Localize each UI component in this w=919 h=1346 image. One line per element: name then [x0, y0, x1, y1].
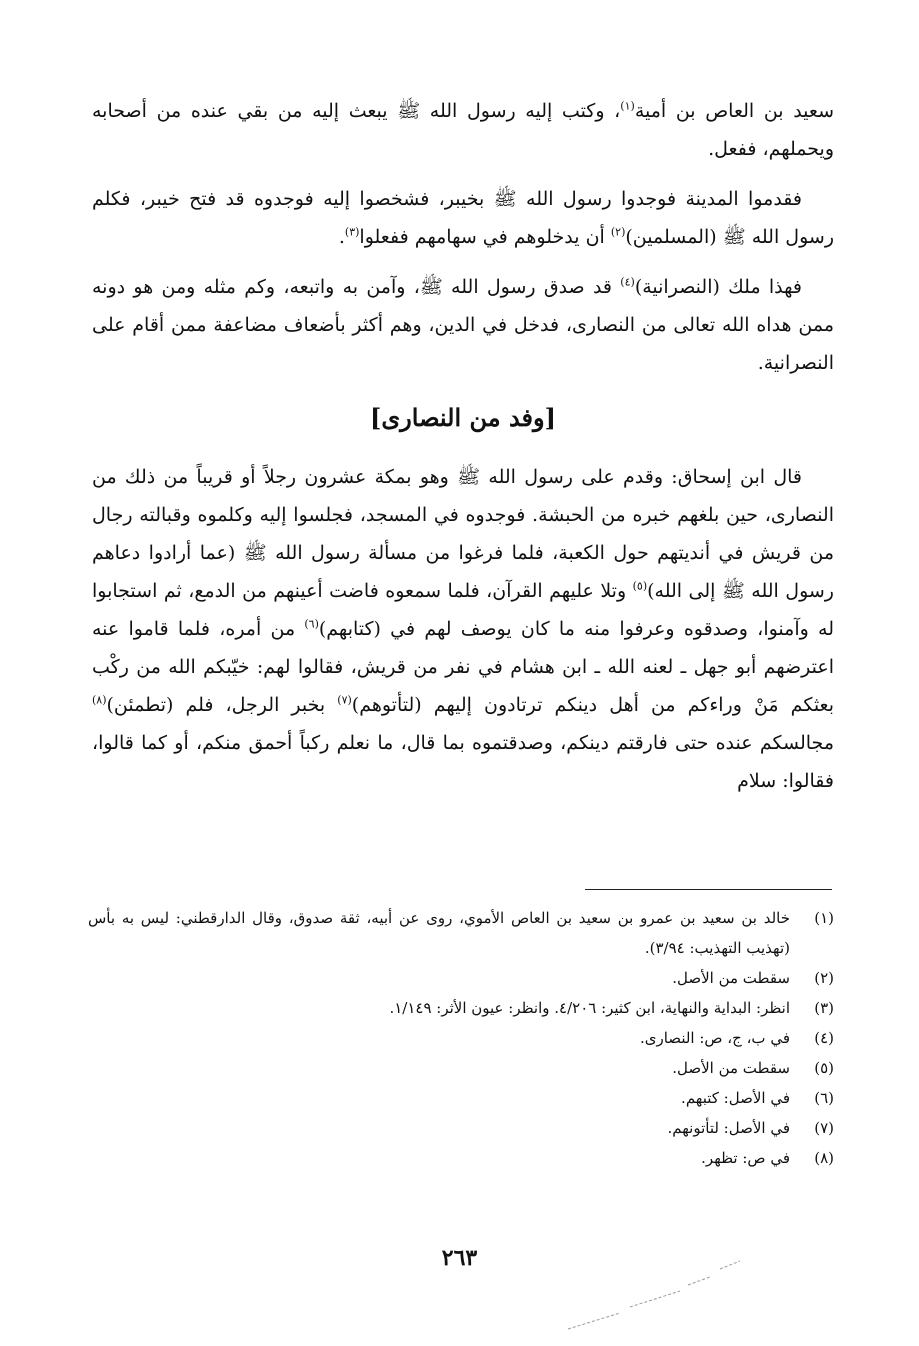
paragraph-3 — [92, 268, 834, 382]
footnote-ref-6: (٦) — [304, 617, 319, 631]
footnote-1 — [88, 903, 834, 963]
footnote-number: (٤) — [814, 1029, 834, 1047]
paragraph-4-text-d: بخبر الرجل، فلم (تطمئن) — [106, 694, 338, 716]
footnote-ref-2: (٢) — [610, 225, 626, 239]
paragraph-1 — [92, 92, 834, 168]
footnote-text: خالد بن سعيد بن عمرو بن سعيد بن العاص الأموي، روى عن أبيه، ثقة صدوق، وقال الدارقطني: ليس به بأس (تهذيب التهذيب: ٣/٩٤). — [88, 909, 790, 957]
footnote-8 — [88, 1143, 834, 1173]
footnote-text: سقطت من الأصل. — [672, 969, 790, 987]
footnote-number: (٧) — [814, 1119, 834, 1137]
paragraph-2-text-c: . — [338, 226, 345, 248]
footnote-text: في الأصل: كتبهم. — [681, 1089, 790, 1107]
footnote-ref-3: (٣) — [344, 225, 360, 239]
paragraph-4 — [92, 458, 834, 800]
paragraph-2-text-a: فقدموا المدينة فوجدوا رسول الله ﷺ بخيبر، فشخصوا إليه فوجدوه قد فتح خيبر، فكلم رسول الله ﷺ (المسلمين) — [92, 188, 834, 248]
footnote-ref-7: (٧) — [337, 693, 352, 707]
footnote-text: انظر: البداية والنهاية، ابن كثير: ٤/٢٠٦. وانظر: عيون الأثر: ١/١٤٩. — [389, 999, 790, 1017]
section-heading: [وفد من النصارى] — [370, 403, 556, 432]
paragraph-2-text-b: أن يدخلوهم في سهامهم ففعلوا — [359, 226, 611, 248]
footnote-3 — [88, 993, 834, 1023]
footnote-number: (٢) — [814, 969, 834, 987]
paragraph-1-text: سعيد بن العاص بن أمية — [634, 100, 834, 122]
footnote-divider — [585, 889, 832, 890]
footnotes — [88, 903, 834, 1173]
paragraph-1-rest: ، وكتب إليه رسول الله ﷺ يبعث إليه من بقي عنده من أصحابه ويحملهم، ففعل. — [92, 100, 834, 160]
paragraph-4-text-b: وتلا عليهم القرآن، فلما سمعوه فاضت أعينهم من الدمع، ثم استجابوا له وآمنوا، وصدقوه وعرفوا منه ما كان يوصف لهم في (كتابهم) — [92, 580, 834, 640]
paragraph-4-text-c: من أمره، فلما قاموا عنه اعترضهم أبو جهل ـ لعنه الله ـ ابن هشام في نفر من قريش، فقالوا لهم: خيّبكم الله من ركْب بعثكم مَنْ وراءكم من أهل دينكم ترتادون إليهم (لتأتوهم) — [92, 618, 834, 716]
footnote-text: سقطت من الأصل. — [672, 1059, 790, 1077]
footnote-4 — [88, 1023, 834, 1053]
footnote-ref-4: (٤) — [620, 275, 635, 289]
main-text — [92, 92, 834, 812]
page-number: ٢٦٣ — [441, 1245, 478, 1271]
footnote-6 — [88, 1083, 834, 1113]
paragraph-3-text-b: قد صدق رسول الله ﷺ، وآمن به واتبعه، وكم مثله ومن هو دونه ممن هداه الله تعالى من النصارى، فدخل في الدين، وهم أكثر بأضعاف مضاعفة ممن أقام على النصرانية. — [92, 276, 834, 374]
paragraph-2 — [92, 180, 834, 256]
footnote-ref-5: (٥) — [632, 579, 648, 593]
paragraph-4-text-e: مجالسكم عنده حتى فارقتم دينكم، وصدقتموه بما قال، ما نعلم ركباً أحمق منكم، أو كما قالوا، فقالوا: سلام — [92, 732, 834, 792]
paragraph-4-text-a: قال ابن إسحاق: وقدم على رسول الله ﷺ وهو بمكة عشرون رجلاً أو قريباً من ذلك من النصارى، حين بلغهم خبره من الحبشة. فوجدوه في المسجد، فجلسوا إليه وكلموه وقبالته رجال من قريش في أنديتهم حول الكعبة، فلما فرغوا من مسألة رسول الله ﷺ (عما أرادوا دعاهم رسول الله ﷺ إلى الله) — [92, 466, 834, 602]
scan-artifact-line — [560, 1255, 760, 1335]
footnote-ref-1: (١) — [620, 99, 635, 113]
footnote-number: (٥) — [814, 1059, 834, 1077]
footnote-text: في ب، ج، ص: النصارى. — [639, 1029, 790, 1047]
footnote-ref-8: (٨) — [92, 693, 107, 707]
footnote-number: (١) — [814, 909, 834, 927]
footnote-2 — [88, 963, 834, 993]
footnote-number: (٣) — [814, 999, 834, 1017]
footnote-number: (٦) — [814, 1089, 834, 1107]
footnote-5 — [88, 1053, 834, 1083]
footnote-text: في الأصل: لتأتونهم. — [667, 1119, 790, 1137]
footnote-text: في ص: تظهر. — [701, 1149, 790, 1167]
footnote-number: (٨) — [814, 1149, 834, 1167]
footnote-7 — [88, 1113, 834, 1143]
paragraph-3-text-a: فهذا ملك (النصرانية) — [634, 276, 802, 298]
